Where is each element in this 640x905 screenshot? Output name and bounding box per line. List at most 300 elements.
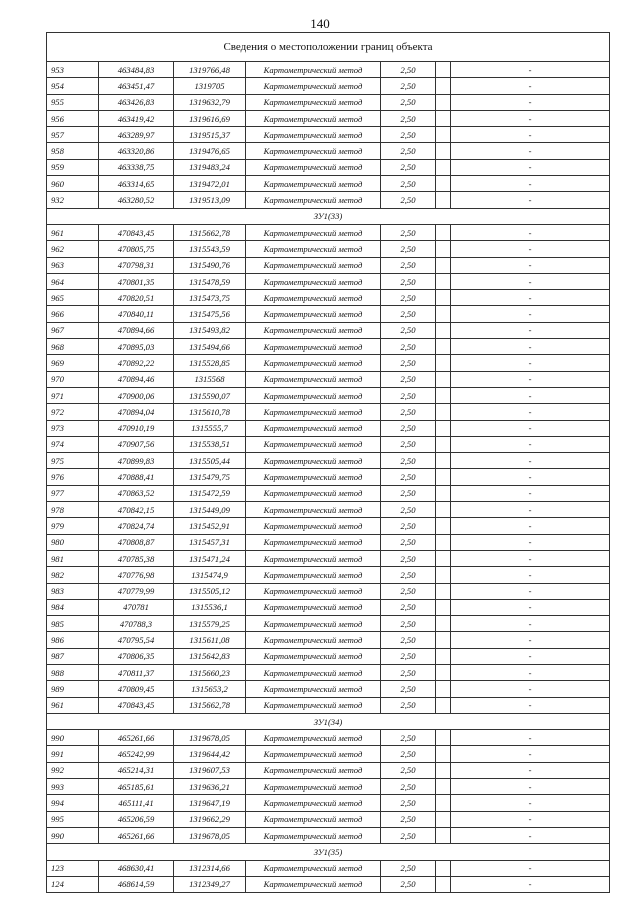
blank-cell xyxy=(436,534,451,550)
x-coordinate-cell: 470894,46 xyxy=(99,371,174,387)
point-number-cell: 978 xyxy=(47,502,99,518)
method-cell: Картометрический метод xyxy=(246,876,381,892)
point-number-cell: 965 xyxy=(47,290,99,306)
method-cell: Картометрический метод xyxy=(246,681,381,697)
accuracy-cell: 2,50 xyxy=(381,110,436,126)
x-coordinate-cell: 463338,75 xyxy=(99,159,174,175)
table-row xyxy=(47,306,610,322)
y-coordinate-cell: 1319616,69 xyxy=(174,110,246,126)
table-row xyxy=(47,192,610,208)
method-cell: Картометрический метод xyxy=(246,339,381,355)
blank-cell xyxy=(436,257,451,273)
table-row xyxy=(47,795,610,811)
y-coordinate-cell: 1319636,21 xyxy=(174,779,246,795)
point-number-cell: 994 xyxy=(47,795,99,811)
x-coordinate-cell: 470894,66 xyxy=(99,322,174,338)
blank-cell xyxy=(436,469,451,485)
x-coordinate-cell: 470892,22 xyxy=(99,355,174,371)
method-cell: Картометрический метод xyxy=(246,257,381,273)
blank-cell xyxy=(436,355,451,371)
note-cell: - xyxy=(451,339,610,355)
table-row xyxy=(47,827,610,843)
y-coordinate-cell: 1315536,1 xyxy=(174,599,246,615)
accuracy-cell: 2,50 xyxy=(381,860,436,876)
accuracy-cell: 2,50 xyxy=(381,697,436,713)
method-cell: Картометрический метод xyxy=(246,322,381,338)
blank-cell xyxy=(436,632,451,648)
note-cell: - xyxy=(451,453,610,469)
accuracy-cell: 2,50 xyxy=(381,420,436,436)
x-coordinate-cell: 463314,65 xyxy=(99,176,174,192)
note-cell: - xyxy=(451,648,610,664)
blank-cell xyxy=(436,322,451,338)
blank-cell xyxy=(436,697,451,713)
x-coordinate-cell: 463426,83 xyxy=(99,94,174,110)
table-row xyxy=(47,632,610,648)
point-number-cell: 932 xyxy=(47,192,99,208)
point-number-cell: 961 xyxy=(47,697,99,713)
x-coordinate-cell: 470795,54 xyxy=(99,632,174,648)
note-cell: - xyxy=(451,876,610,892)
method-cell: Картометрический метод xyxy=(246,632,381,648)
method-cell: Картометрический метод xyxy=(246,730,381,746)
blank-cell xyxy=(436,78,451,94)
y-coordinate-cell: 1319472,01 xyxy=(174,176,246,192)
accuracy-cell: 2,50 xyxy=(381,436,436,452)
x-coordinate-cell: 465214,31 xyxy=(99,762,174,778)
method-cell: Картометрический метод xyxy=(246,599,381,615)
note-cell: - xyxy=(451,241,610,257)
x-coordinate-cell: 463484,83 xyxy=(99,62,174,78)
y-coordinate-cell: 1315471,24 xyxy=(174,550,246,566)
x-coordinate-cell: 463419,42 xyxy=(99,110,174,126)
method-cell: Картометрический метод xyxy=(246,420,381,436)
note-cell: - xyxy=(451,159,610,175)
y-coordinate-cell: 1315579,25 xyxy=(174,616,246,632)
x-coordinate-cell: 463451,47 xyxy=(99,78,174,94)
x-coordinate-cell: 465261,66 xyxy=(99,827,174,843)
accuracy-cell: 2,50 xyxy=(381,241,436,257)
method-cell: Картометрический метод xyxy=(246,811,381,827)
accuracy-cell: 2,50 xyxy=(381,192,436,208)
table-row xyxy=(47,110,610,126)
table-row xyxy=(47,648,610,664)
table-row xyxy=(47,811,610,827)
method-cell: Картометрический метод xyxy=(246,583,381,599)
accuracy-cell: 2,50 xyxy=(381,632,436,648)
method-cell: Картометрический метод xyxy=(246,697,381,713)
note-cell: - xyxy=(451,485,610,501)
method-cell: Картометрический метод xyxy=(246,648,381,664)
point-number-cell: 984 xyxy=(47,599,99,615)
x-coordinate-cell: 470781 xyxy=(99,599,174,615)
y-coordinate-cell: 1315449,09 xyxy=(174,502,246,518)
note-cell: - xyxy=(451,550,610,566)
method-cell: Картометрический метод xyxy=(246,78,381,94)
method-cell: Картометрический метод xyxy=(246,224,381,240)
blank-cell xyxy=(436,420,451,436)
point-number-cell: 959 xyxy=(47,159,99,175)
method-cell: Картометрический метод xyxy=(246,273,381,289)
y-coordinate-cell: 1319515,37 xyxy=(174,127,246,143)
blank-cell xyxy=(436,273,451,289)
blank-cell xyxy=(436,143,451,159)
table-row xyxy=(47,518,610,534)
blank-cell xyxy=(436,550,451,566)
x-coordinate-cell: 470801,35 xyxy=(99,273,174,289)
table-row xyxy=(47,779,610,795)
method-cell: Картометрический метод xyxy=(246,534,381,550)
accuracy-cell: 2,50 xyxy=(381,827,436,843)
accuracy-cell: 2,50 xyxy=(381,339,436,355)
point-number-cell: 953 xyxy=(47,62,99,78)
point-number-cell: 960 xyxy=(47,176,99,192)
point-number-cell: 969 xyxy=(47,355,99,371)
table-row xyxy=(47,224,610,240)
table-row xyxy=(47,616,610,632)
method-cell: Картометрический метод xyxy=(246,192,381,208)
table-title: Сведения о местоположении границ объекта xyxy=(47,33,610,62)
method-cell: Картометрический метод xyxy=(246,290,381,306)
accuracy-cell: 2,50 xyxy=(381,762,436,778)
x-coordinate-cell: 470888,41 xyxy=(99,469,174,485)
note-cell: - xyxy=(451,469,610,485)
point-number-cell: 993 xyxy=(47,779,99,795)
point-number-cell: 989 xyxy=(47,681,99,697)
note-cell: - xyxy=(451,795,610,811)
method-cell: Картометрический метод xyxy=(246,779,381,795)
x-coordinate-cell: 465185,61 xyxy=(99,779,174,795)
y-coordinate-cell: 1315662,78 xyxy=(174,697,246,713)
blank-cell xyxy=(436,779,451,795)
y-coordinate-cell: 1315490,76 xyxy=(174,257,246,273)
point-number-cell: 955 xyxy=(47,94,99,110)
note-cell: - xyxy=(451,827,610,843)
blank-cell xyxy=(436,567,451,583)
accuracy-cell: 2,50 xyxy=(381,485,436,501)
table-row xyxy=(47,860,610,876)
note-cell: - xyxy=(451,290,610,306)
blank-cell xyxy=(436,876,451,892)
accuracy-cell: 2,50 xyxy=(381,550,436,566)
accuracy-cell: 2,50 xyxy=(381,176,436,192)
table-row xyxy=(47,78,610,94)
table-row xyxy=(47,387,610,403)
accuracy-cell: 2,50 xyxy=(381,567,436,583)
table-row xyxy=(47,241,610,257)
method-cell: Картометрический метод xyxy=(246,762,381,778)
table-row xyxy=(47,583,610,599)
accuracy-cell: 2,50 xyxy=(381,534,436,550)
table-row xyxy=(47,159,610,175)
note-cell: - xyxy=(451,404,610,420)
x-coordinate-cell: 470907,56 xyxy=(99,436,174,452)
y-coordinate-cell: 1315660,23 xyxy=(174,664,246,680)
method-cell: Картометрический метод xyxy=(246,143,381,159)
x-coordinate-cell: 470788,3 xyxy=(99,616,174,632)
blank-cell xyxy=(436,371,451,387)
y-coordinate-cell: 1315538,51 xyxy=(174,436,246,452)
point-number-cell: 971 xyxy=(47,387,99,403)
table-row xyxy=(47,762,610,778)
table-row xyxy=(47,550,610,566)
x-coordinate-cell: 470899,83 xyxy=(99,453,174,469)
accuracy-cell: 2,50 xyxy=(381,876,436,892)
x-coordinate-cell: 470805,75 xyxy=(99,241,174,257)
boundary-coordinates-table xyxy=(46,32,610,893)
point-number-cell: 957 xyxy=(47,127,99,143)
accuracy-cell: 2,50 xyxy=(381,306,436,322)
note-cell: - xyxy=(451,583,610,599)
y-coordinate-cell: 1315493,82 xyxy=(174,322,246,338)
accuracy-cell: 2,50 xyxy=(381,453,436,469)
table-row xyxy=(47,469,610,485)
note-cell: - xyxy=(451,599,610,615)
blank-cell xyxy=(436,827,451,843)
table-row xyxy=(47,567,610,583)
point-number-cell: 986 xyxy=(47,632,99,648)
table-row xyxy=(47,322,610,338)
x-coordinate-cell: 470895,03 xyxy=(99,339,174,355)
page-number: 140 xyxy=(310,16,330,31)
point-number-cell: 967 xyxy=(47,322,99,338)
accuracy-cell: 2,50 xyxy=(381,257,436,273)
accuracy-cell: 2,50 xyxy=(381,599,436,615)
accuracy-cell: 2,50 xyxy=(381,62,436,78)
note-cell: - xyxy=(451,518,610,534)
note-cell: - xyxy=(451,273,610,289)
blank-cell xyxy=(436,762,451,778)
accuracy-cell: 2,50 xyxy=(381,371,436,387)
x-coordinate-cell: 468614,59 xyxy=(99,876,174,892)
y-coordinate-cell: 1315473,75 xyxy=(174,290,246,306)
method-cell: Картометрический метод xyxy=(246,518,381,534)
accuracy-cell: 2,50 xyxy=(381,224,436,240)
table-row xyxy=(47,485,610,501)
method-cell: Картометрический метод xyxy=(246,404,381,420)
x-coordinate-cell: 468630,41 xyxy=(99,860,174,876)
y-coordinate-cell: 1312349,27 xyxy=(174,876,246,892)
point-number-cell: 956 xyxy=(47,110,99,126)
method-cell: Картометрический метод xyxy=(246,436,381,452)
method-cell: Картометрический метод xyxy=(246,159,381,175)
y-coordinate-cell: 1319513,09 xyxy=(174,192,246,208)
table-row xyxy=(47,257,610,273)
accuracy-cell: 2,50 xyxy=(381,94,436,110)
table-row xyxy=(47,453,610,469)
table-row xyxy=(47,273,610,289)
accuracy-cell: 2,50 xyxy=(381,78,436,94)
accuracy-cell: 2,50 xyxy=(381,616,436,632)
point-number-cell: 990 xyxy=(47,827,99,843)
table-row xyxy=(47,62,610,78)
y-coordinate-cell: 1315653,2 xyxy=(174,681,246,697)
table-row xyxy=(47,420,610,436)
y-coordinate-cell: 1319607,53 xyxy=(174,762,246,778)
note-cell: - xyxy=(451,78,610,94)
point-number-cell: 954 xyxy=(47,78,99,94)
note-cell: - xyxy=(451,436,610,452)
blank-cell xyxy=(436,387,451,403)
y-coordinate-cell: 1319476,65 xyxy=(174,143,246,159)
blank-cell xyxy=(436,746,451,762)
point-number-cell: 983 xyxy=(47,583,99,599)
note-cell: - xyxy=(451,257,610,273)
method-cell: Картометрический метод xyxy=(246,567,381,583)
accuracy-cell: 2,50 xyxy=(381,355,436,371)
y-coordinate-cell: 1315662,78 xyxy=(174,224,246,240)
point-number-cell: 976 xyxy=(47,469,99,485)
table-row xyxy=(47,143,610,159)
blank-cell xyxy=(436,339,451,355)
x-coordinate-cell: 470840,11 xyxy=(99,306,174,322)
blank-cell xyxy=(436,110,451,126)
y-coordinate-cell: 1315475,56 xyxy=(174,306,246,322)
y-coordinate-cell: 1315642,83 xyxy=(174,648,246,664)
point-number-cell: 962 xyxy=(47,241,99,257)
note-cell: - xyxy=(451,322,610,338)
table-row xyxy=(47,176,610,192)
section-label: ЗУ1(34) xyxy=(47,713,610,729)
x-coordinate-cell: 470894,04 xyxy=(99,404,174,420)
point-number-cell: 981 xyxy=(47,550,99,566)
table-row xyxy=(47,94,610,110)
y-coordinate-cell: 1315543,59 xyxy=(174,241,246,257)
method-cell: Картометрический метод xyxy=(246,502,381,518)
accuracy-cell: 2,50 xyxy=(381,664,436,680)
note-cell: - xyxy=(451,632,610,648)
note-cell: - xyxy=(451,567,610,583)
x-coordinate-cell: 470809,45 xyxy=(99,681,174,697)
table-row xyxy=(47,876,610,892)
point-number-cell: 958 xyxy=(47,143,99,159)
note-cell: - xyxy=(451,664,610,680)
note-cell: - xyxy=(451,762,610,778)
blank-cell xyxy=(436,453,451,469)
table-row xyxy=(47,127,610,143)
method-cell: Картометрический метод xyxy=(246,355,381,371)
note-cell: - xyxy=(451,779,610,795)
y-coordinate-cell: 1315568 xyxy=(174,371,246,387)
accuracy-cell: 2,50 xyxy=(381,795,436,811)
x-coordinate-cell: 470785,38 xyxy=(99,550,174,566)
accuracy-cell: 2,50 xyxy=(381,159,436,175)
accuracy-cell: 2,50 xyxy=(381,518,436,534)
point-number-cell: 963 xyxy=(47,257,99,273)
note-cell: - xyxy=(451,420,610,436)
point-number-cell: 991 xyxy=(47,746,99,762)
x-coordinate-cell: 470824,74 xyxy=(99,518,174,534)
section-header-row xyxy=(47,713,610,729)
table-row xyxy=(47,697,610,713)
point-number-cell: 972 xyxy=(47,404,99,420)
table-row xyxy=(47,355,610,371)
section-label: ЗУ1(35) xyxy=(47,844,610,860)
method-cell: Картометрический метод xyxy=(246,550,381,566)
accuracy-cell: 2,50 xyxy=(381,779,436,795)
method-cell: Картометрический метод xyxy=(246,746,381,762)
blank-cell xyxy=(436,795,451,811)
accuracy-cell: 2,50 xyxy=(381,583,436,599)
blank-cell xyxy=(436,404,451,420)
method-cell: Картометрический метод xyxy=(246,387,381,403)
table-row xyxy=(47,534,610,550)
y-coordinate-cell: 1319647,19 xyxy=(174,795,246,811)
blank-cell xyxy=(436,485,451,501)
accuracy-cell: 2,50 xyxy=(381,469,436,485)
blank-cell xyxy=(436,62,451,78)
table-row xyxy=(47,339,610,355)
method-cell: Картометрический метод xyxy=(246,371,381,387)
blank-cell xyxy=(436,599,451,615)
blank-cell xyxy=(436,192,451,208)
note-cell: - xyxy=(451,127,610,143)
accuracy-cell: 2,50 xyxy=(381,404,436,420)
note-cell: - xyxy=(451,681,610,697)
accuracy-cell: 2,50 xyxy=(381,730,436,746)
method-cell: Картометрический метод xyxy=(246,127,381,143)
x-coordinate-cell: 465111,41 xyxy=(99,795,174,811)
y-coordinate-cell: 1319678,05 xyxy=(174,827,246,843)
blank-cell xyxy=(436,176,451,192)
accuracy-cell: 2,50 xyxy=(381,746,436,762)
x-coordinate-cell: 470820,51 xyxy=(99,290,174,306)
x-coordinate-cell: 463320,86 xyxy=(99,143,174,159)
note-cell: - xyxy=(451,62,610,78)
point-number-cell: 966 xyxy=(47,306,99,322)
point-number-cell: 985 xyxy=(47,616,99,632)
point-number-cell: 979 xyxy=(47,518,99,534)
point-number-cell: 124 xyxy=(47,876,99,892)
point-number-cell: 990 xyxy=(47,730,99,746)
blank-cell xyxy=(436,811,451,827)
table-row xyxy=(47,730,610,746)
point-number-cell: 988 xyxy=(47,664,99,680)
x-coordinate-cell: 470910,19 xyxy=(99,420,174,436)
x-coordinate-cell: 470776,98 xyxy=(99,567,174,583)
y-coordinate-cell: 1315505,12 xyxy=(174,583,246,599)
section-label: ЗУ1(33) xyxy=(47,208,610,224)
table-row xyxy=(47,404,610,420)
point-number-cell: 123 xyxy=(47,860,99,876)
table-row xyxy=(47,290,610,306)
method-cell: Картометрический метод xyxy=(246,306,381,322)
method-cell: Картометрический метод xyxy=(246,795,381,811)
y-coordinate-cell: 1315452,91 xyxy=(174,518,246,534)
y-coordinate-cell: 1315590,07 xyxy=(174,387,246,403)
x-coordinate-cell: 465261,66 xyxy=(99,730,174,746)
blank-cell xyxy=(436,664,451,680)
note-cell: - xyxy=(451,94,610,110)
y-coordinate-cell: 1319678,05 xyxy=(174,730,246,746)
y-coordinate-cell: 1319766,48 xyxy=(174,62,246,78)
accuracy-cell: 2,50 xyxy=(381,811,436,827)
accuracy-cell: 2,50 xyxy=(381,648,436,664)
note-cell: - xyxy=(451,355,610,371)
point-number-cell: 987 xyxy=(47,648,99,664)
y-coordinate-cell: 1315611,08 xyxy=(174,632,246,648)
blank-cell xyxy=(436,730,451,746)
note-cell: - xyxy=(451,697,610,713)
table-title-row xyxy=(47,33,610,62)
note-cell: - xyxy=(451,746,610,762)
y-coordinate-cell: 1315494,66 xyxy=(174,339,246,355)
blank-cell xyxy=(436,860,451,876)
x-coordinate-cell: 463280,52 xyxy=(99,192,174,208)
method-cell: Картометрический метод xyxy=(246,176,381,192)
method-cell: Картометрический метод xyxy=(246,110,381,126)
blank-cell xyxy=(436,94,451,110)
